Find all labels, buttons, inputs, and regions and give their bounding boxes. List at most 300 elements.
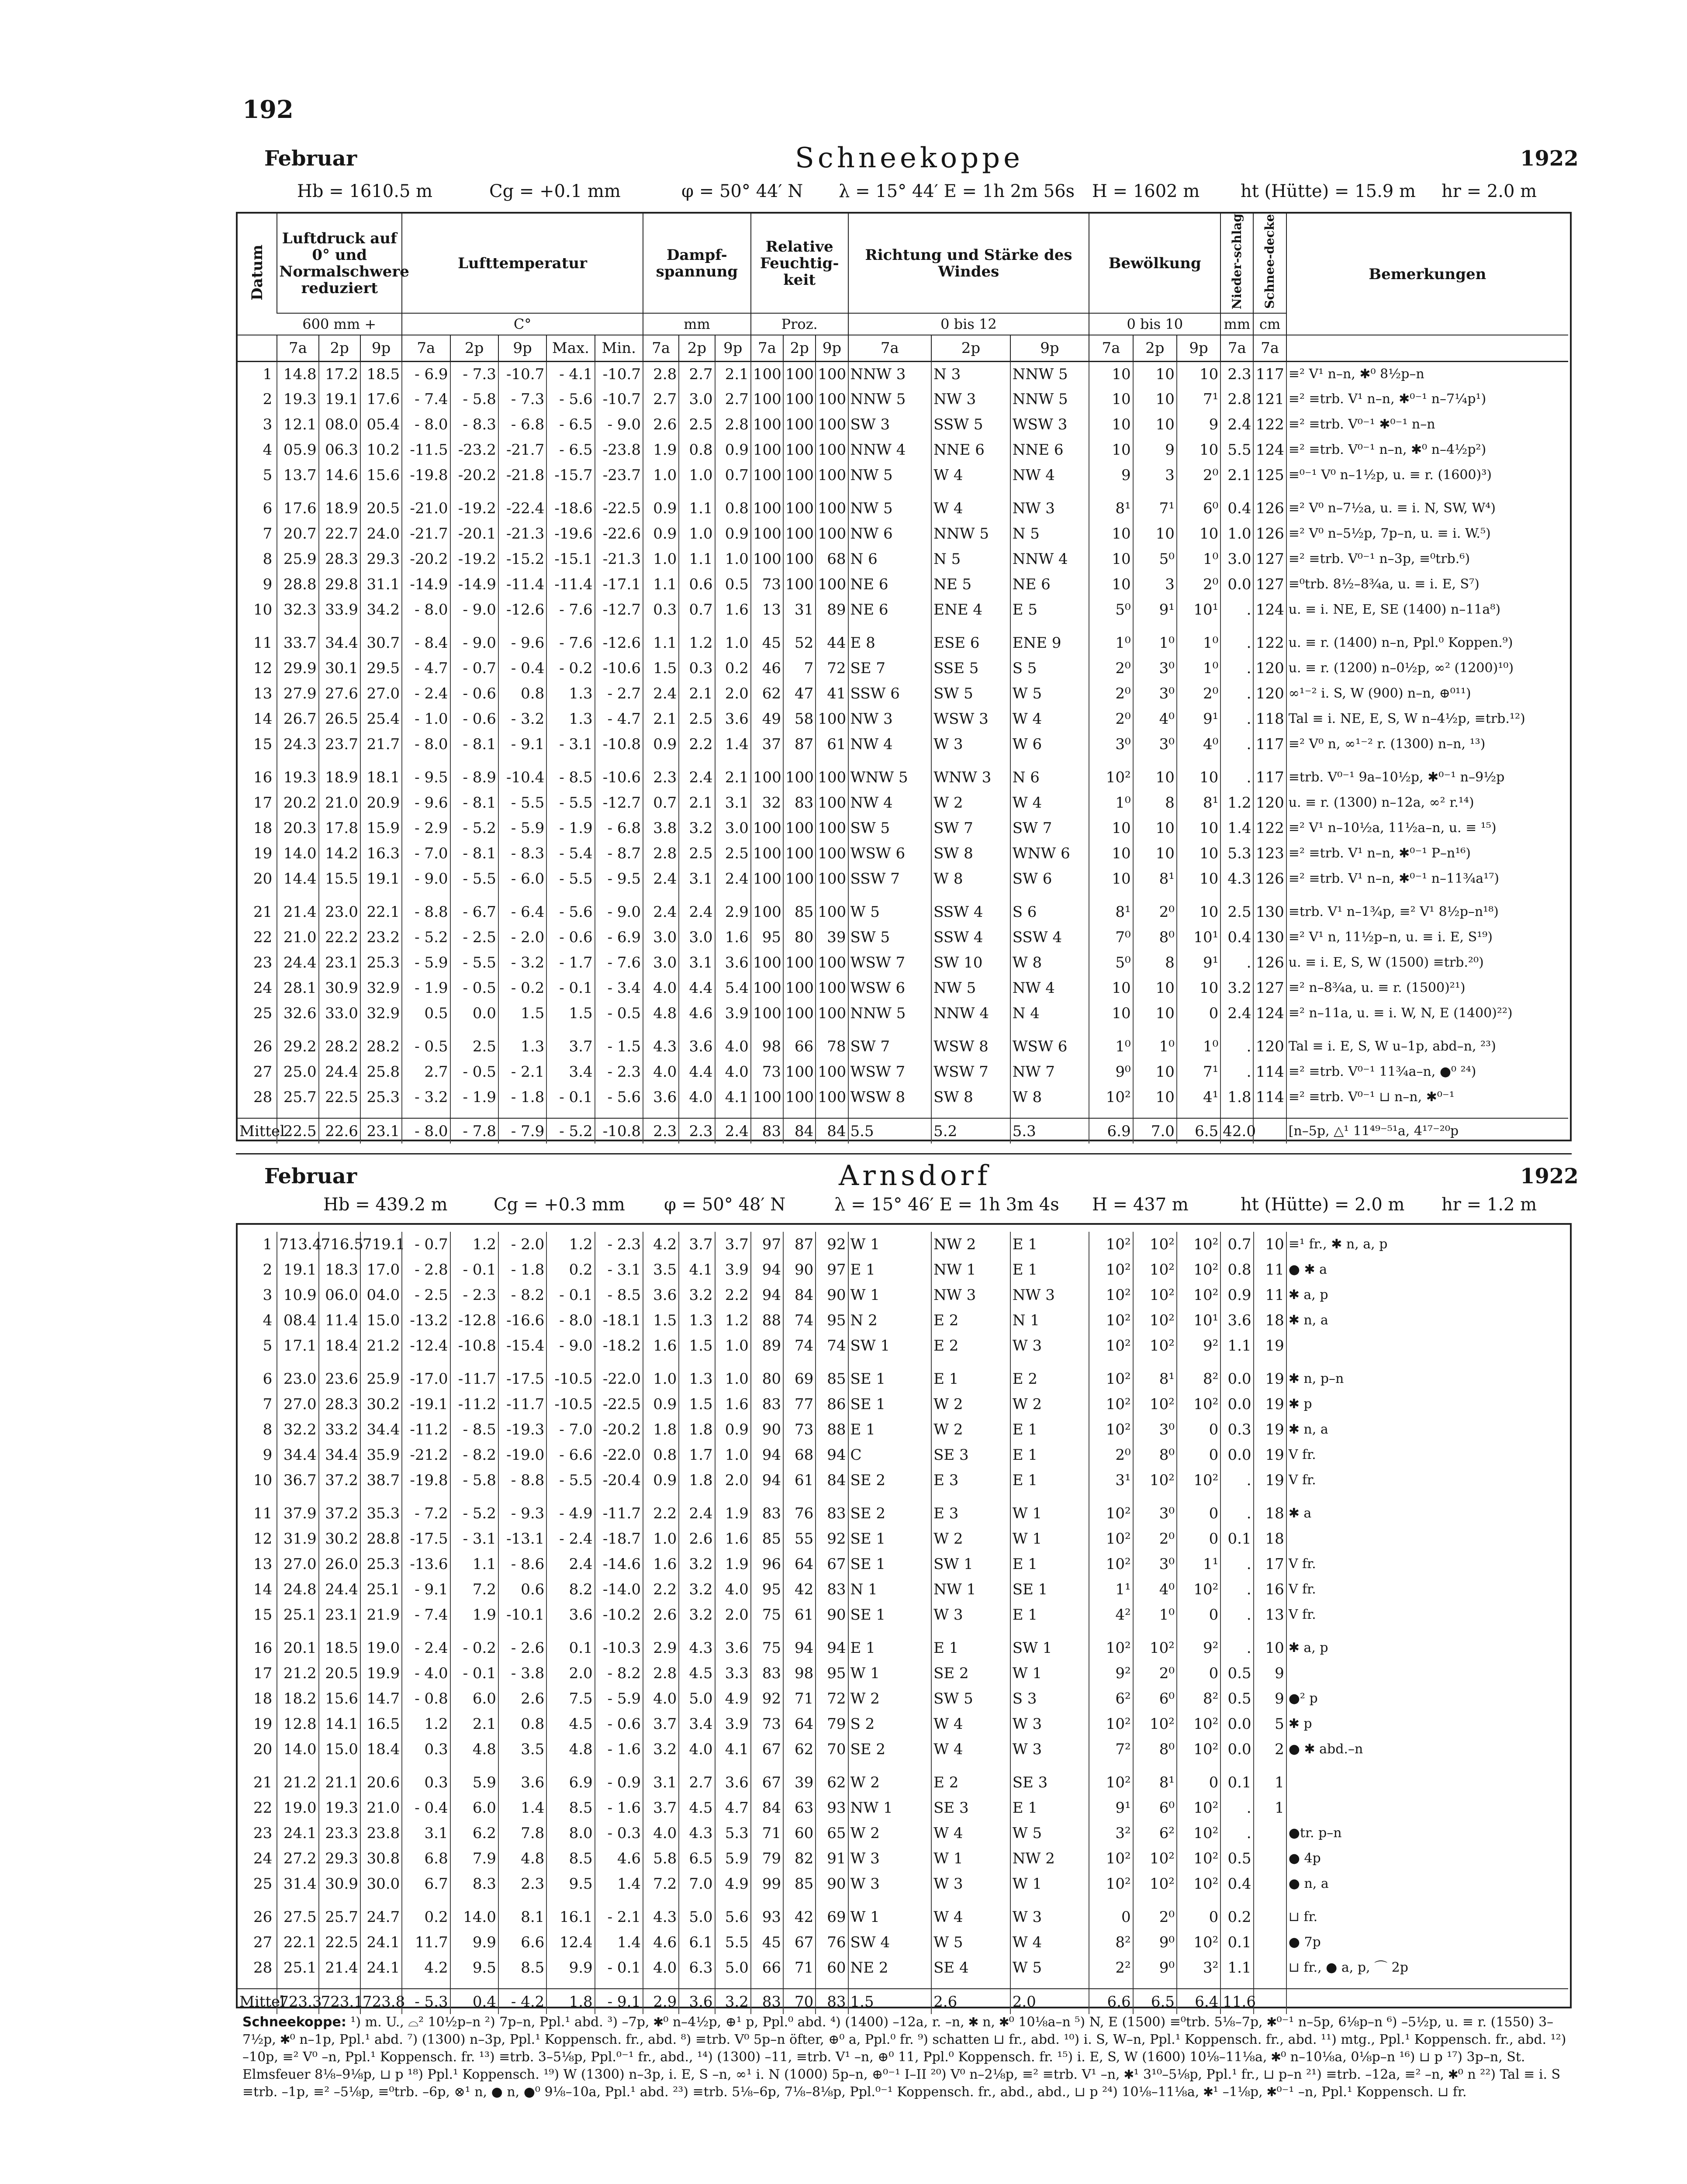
table-cell: 2.1 <box>715 765 751 790</box>
cell-date: 6 <box>263 500 273 518</box>
table-cell: 27.0 <box>360 681 402 706</box>
table-cell: 2⁰ <box>1089 681 1133 706</box>
table-cell: 1 <box>1254 1795 1286 1821</box>
table-cell: 0 <box>1089 1904 1133 1930</box>
table-cell: 4.5 <box>679 1661 715 1686</box>
table-cell: 3.2 <box>679 1602 715 1628</box>
table-cell: - 2.1 <box>595 1904 643 1930</box>
hour-min: Min. <box>595 335 643 361</box>
table-cell: - 0.5 <box>402 1034 450 1059</box>
table-cell: 2.1 <box>643 706 679 732</box>
table-cell: 64 <box>783 1711 816 1737</box>
table-cell: 6.9 <box>546 1770 595 1795</box>
gap-cell <box>783 1493 816 1501</box>
table-cell: -12.4 <box>402 1333 450 1358</box>
table-cell: W 5 <box>931 1930 1010 1955</box>
table-cell: - 8.2 <box>595 1661 643 1686</box>
table-cell: 94 <box>816 1442 848 1468</box>
table-cell: 6.5 <box>679 1846 715 1871</box>
table-cell: 7 <box>783 656 816 681</box>
table-cell: 19.1 <box>319 387 360 412</box>
gap-cell <box>1254 1762 1286 1770</box>
table-row <box>238 1602 1568 1628</box>
table-cell: - 8.1 <box>450 732 498 757</box>
table-cell: 30.2 <box>360 1392 402 1417</box>
table-cell: 23.1 <box>360 1118 402 1144</box>
footnotes <box>242 2014 1575 2101</box>
table-cell: 29.9 <box>277 656 318 681</box>
gap-cell <box>848 1493 932 1501</box>
table-cell: 10² <box>1133 1871 1177 1897</box>
table-row <box>238 1661 1568 1686</box>
table-cell: 21.9 <box>360 1602 402 1628</box>
table-cell: NW 3 <box>931 1282 1010 1308</box>
table-cell: 1.5 <box>546 1001 595 1026</box>
table-cell: 8.3 <box>450 1871 498 1897</box>
table-cell: 100 <box>783 387 816 412</box>
table-cell: 47 <box>783 681 816 706</box>
gap-cell <box>1010 1980 1089 1989</box>
table-cell: 10² <box>1089 1871 1133 1897</box>
table-cell: 4.8 <box>498 1846 546 1871</box>
table-cell: 100 <box>751 1085 783 1110</box>
table-cell: 1.2 <box>679 630 715 656</box>
table-cell: SW 5 <box>931 681 1010 706</box>
gap-cell <box>931 1493 1010 1501</box>
gap-cell <box>679 1628 715 1635</box>
table-cell: 2⁰ <box>1089 1442 1133 1468</box>
table-cell: 3.0 <box>679 387 715 412</box>
table-cell: 14.7 <box>360 1686 402 1711</box>
table-cell: 93 <box>816 1795 848 1821</box>
table-cell: 10² <box>1133 1308 1177 1333</box>
table-cell: 10² <box>1133 1282 1177 1308</box>
cell-remarks: ✱ a, p <box>1286 1635 1568 1661</box>
table-cell: 10 <box>1177 975 1220 1001</box>
table-cell: 10 <box>1254 1232 1286 1257</box>
table-cell: 10² <box>1133 1257 1177 1282</box>
table-cell: 9⁰ <box>1133 1930 1177 1955</box>
table-cell: 100 <box>783 950 816 975</box>
table-cell: 19.3 <box>319 1795 360 1821</box>
table-cell: 73 <box>751 1059 783 1085</box>
table-cell: - 8.0 <box>402 597 450 622</box>
gap-cell <box>595 622 643 630</box>
table-cell: ESE 6 <box>931 630 1010 656</box>
table-cell: -17.5 <box>402 1526 450 1552</box>
table-cell: 30.9 <box>319 1871 360 1897</box>
table-cell: NW 1 <box>931 1577 1010 1602</box>
table-cell: 1.8 <box>643 1417 679 1442</box>
table-cell: W 2 <box>931 1417 1010 1442</box>
param-cg: Cg = +0.1 mm <box>489 181 621 201</box>
table-cell: E 1 <box>1010 1602 1089 1628</box>
table-cell: 21.0 <box>360 1795 402 1821</box>
table-cell: 52 <box>783 630 816 656</box>
table-cell: 44 <box>816 630 848 656</box>
table-cell: 28.2 <box>319 1034 360 1059</box>
table-cell: 1.1 <box>679 496 715 521</box>
table-cell: 2.7 <box>679 361 715 387</box>
gap-cell <box>751 1026 783 1034</box>
table-cell: 130 <box>1253 899 1286 925</box>
table-cell <box>1254 1930 1286 1955</box>
table-cell: -10.5 <box>546 1392 595 1417</box>
table-cell: -18.6 <box>546 496 595 521</box>
table-cell: 4.0 <box>715 1577 751 1602</box>
gap-cell <box>498 1493 546 1501</box>
table-cell: 126 <box>1253 866 1286 892</box>
table-cell: 4.3 <box>1220 866 1253 892</box>
table-cell: 9² <box>1177 1333 1220 1358</box>
table-cell: 70 <box>783 1989 816 2014</box>
gap-cell <box>783 488 816 496</box>
table-cell: 60 <box>816 1955 848 1980</box>
table-cell: 28.1 <box>277 975 318 1001</box>
gap-cell <box>1177 1762 1220 1770</box>
table-cell: -10.7 <box>498 361 546 387</box>
table-cell: 1.3 <box>498 1034 546 1059</box>
gap-cell <box>1220 757 1253 765</box>
gap-cell <box>679 622 715 630</box>
cell-date: Mittel <box>239 1122 285 1140</box>
table-cell: 100 <box>816 387 848 412</box>
table-cell: 3.7 <box>679 1232 715 1257</box>
table-cell: 1.3 <box>546 681 595 706</box>
gap-cell <box>715 892 751 899</box>
table-cell: -10.6 <box>595 765 643 790</box>
footnote-text: ¹) m. U., ⌓² 10½p–n ²) 7p–n, Ppl.¹ abd. ³) –7p, ✱⁰ n–4½p, ⊕¹ p, Ppl.⁰ abd. ⁴) (1400) –12a, r. –n, ✱ n, ✱⁰ 10⅛a–n ⁵) N, E (1500) ≡⁰trb. 5⅛–7p, ✱⁰⁻¹ n–5p, 6⅛p–n ⁶) –5½p, u. ≡ r. (1550) 3–7½p, ✱⁰ n–1p, Ppl.¹ abd. ⁷) (1300) n–3p, Ppl.¹ Koppensch. fr., abd. ⁸) ≡trb. V⁰ 5p–n öfter, ⊕⁰ a, Ppl.⁰ fr. ⁹) schatten ⊔ fr., abd. ¹⁰) i. S, W–n, Ppl.¹ Koppensch. fr., abd. ¹¹) mtg., Ppl.¹ Koppensch. fr., abd. ¹²) –10p, ≡² V⁰ –n, Ppl.¹ Koppensch. fr. ¹³) ≡trb. 3–5⅛p, Ppl.⁰⁻¹ fr., abd., ¹⁴) (1300) –11, ≡trb. V¹ –n, ⊕⁰ 11, Ppl.⁰ Koppensch. fr. ¹⁵) i. E, S, W (1600) 10⅛–11⅛a, ✱⁰ n–10⅛a, 0⅛p–n ¹⁶) ⊔ p ¹⁷) 3p–n, St. Elmsfeuer 8⅛–9⅛p, ⊔ p ¹⁸) Ppl.¹ Koppensch. ¹⁹) W (1300) n–3p, i. E, S –n, ∞¹ i. N (1000) 5p–n, ⊕⁰⁻¹ I–II ²⁰) V⁰ n–2⅛p, ≡² ≡trb. V¹ –n, ✱¹ 3¹⁰–5⅛p, Ppl.¹ fr., ⊔ p–n ²¹) ≡trb. –12a, ≡² –n, ✱⁰ n ²²) Tal ≡ i. S ≡trb. –1p, ≡² –5⅛p, ≡⁰trb. –6p, ⊗¹ n, ● n, ●⁰ 9⅛–10a, Ppl.¹ abd. ²³) ≡trb. 5⅛–6p, 7⅛–8⅛p, Ppl.⁰⁻¹ Koppensch. fr., abd., abd., ⊔ p ²⁴) 10⅛–11⅛a, ✱¹ –1⅛p, ✱⁰⁻¹ –n, Ppl.¹ Koppensch. ⊔ fr. <box>242 2015 1566 2100</box>
table-cell: - 5.2 <box>546 1118 595 1144</box>
table-cell: NW 5 <box>848 463 932 488</box>
table-cell: 25.1 <box>277 1955 318 1980</box>
table-cell: -18.2 <box>595 1333 643 1358</box>
table-row <box>238 1930 1568 1955</box>
gap-cell <box>816 1358 848 1366</box>
table-cell: - 8.2 <box>450 1442 498 1468</box>
cell-date: 10 <box>253 1472 273 1489</box>
table-cell: 19.3 <box>277 765 318 790</box>
gap-cell <box>1286 757 1568 765</box>
table-cell: 90 <box>816 1282 848 1308</box>
gap-cell <box>751 622 783 630</box>
table-cell: 1.9 <box>715 1501 751 1526</box>
gap-cell <box>1220 1980 1253 1989</box>
gap-cell <box>319 1493 360 1501</box>
table-cell: 22.2 <box>319 925 360 950</box>
table-cell: 39 <box>816 925 848 950</box>
table-body-arnsdorf <box>238 1232 1568 2014</box>
table-cell: 1⁰ <box>1089 630 1133 656</box>
table-cell: 17.8 <box>319 816 360 841</box>
year-label-schneekoppe: 1922 <box>1520 146 1579 171</box>
gap-cell <box>715 622 751 630</box>
table-cell: 6.1 <box>679 1930 715 1955</box>
gap-cell <box>277 1762 318 1770</box>
table-cell: 3.9 <box>715 1711 751 1737</box>
page-number: 192 <box>242 95 294 124</box>
table-row <box>238 1770 1568 1795</box>
table-cell: 0.4 <box>1220 496 1253 521</box>
table-cell: 7¹ <box>1177 387 1220 412</box>
table-cell: 10¹ <box>1177 925 1220 950</box>
gap-cell <box>319 1026 360 1034</box>
table-cell: - 5.5 <box>546 866 595 892</box>
table-cell: 0.2 <box>715 656 751 681</box>
table-cell: 92 <box>816 1232 848 1257</box>
table-cell <box>1254 1955 1286 1980</box>
table-cell: -22.5 <box>595 1392 643 1417</box>
table-cell: 19 <box>1254 1366 1286 1392</box>
table-cell: 0.9 <box>715 1417 751 1442</box>
table-cell: - 8.5 <box>450 1417 498 1442</box>
table-cell: 23.6 <box>319 1366 360 1392</box>
cell-date: 5 <box>263 1337 273 1355</box>
table-cell: - 7.8 <box>450 1118 498 1144</box>
table-cell: 18.3 <box>319 1257 360 1282</box>
table-cell: WSW 3 <box>931 706 1010 732</box>
table-cell: - 0.9 <box>595 1770 643 1795</box>
table-cell: 6² <box>1133 1821 1177 1846</box>
gap-cell <box>1177 1358 1220 1366</box>
table-cell: 1.9 <box>643 437 679 463</box>
table-cell: 94 <box>751 1257 783 1282</box>
table-cell: 100 <box>751 765 783 790</box>
cell-date: 8 <box>263 550 273 568</box>
table-cell: SW 5 <box>848 925 932 950</box>
table-cell: 21.2 <box>277 1770 318 1795</box>
header-luftdruck: Luftdruck auf 0° und Normalschwere reduziert <box>277 214 402 313</box>
table-cell: 90 <box>751 1417 783 1442</box>
table-cell: N 1 <box>848 1577 932 1602</box>
table-cell: 94 <box>751 1282 783 1308</box>
table-row <box>238 1526 1568 1552</box>
table-cell: -21.3 <box>498 521 546 546</box>
table-cell: 1.0 <box>679 463 715 488</box>
row-gap <box>238 1762 1568 1770</box>
table-cell: 0.0 <box>1220 1392 1253 1417</box>
table-cell: -10.2 <box>595 1602 643 1628</box>
table-cell: 1.0 <box>643 463 679 488</box>
table-cell: 25.1 <box>360 1577 402 1602</box>
table-cell: 91 <box>816 1846 848 1871</box>
table-cell: - 9.0 <box>595 899 643 925</box>
table-cell: 3.7 <box>643 1795 679 1821</box>
gap-cell <box>1220 622 1253 630</box>
cell-date: 13 <box>253 685 273 703</box>
table-cell: 9¹ <box>1177 950 1220 975</box>
table-cell: 25.9 <box>277 546 318 572</box>
gap-cell <box>848 622 932 630</box>
table-cell: -10.4 <box>498 765 546 790</box>
table-cell: 100 <box>816 790 848 816</box>
table-cell: 21.0 <box>277 925 318 950</box>
gap-cell <box>402 757 450 765</box>
table-cell: 27.6 <box>319 681 360 706</box>
table-cell: 19.1 <box>277 1257 318 1282</box>
gap-cell <box>931 757 1010 765</box>
table-cell: - 6.9 <box>595 925 643 950</box>
table-cell: 100 <box>816 899 848 925</box>
table-cell: 35.3 <box>360 1501 402 1526</box>
table-cell: 33.7 <box>277 630 318 656</box>
table-cell: 3.0 <box>679 925 715 950</box>
table-cell: 100 <box>783 765 816 790</box>
table-cell: 1.8 <box>546 1989 595 2014</box>
gap-cell <box>319 1762 360 1770</box>
gap-cell <box>931 892 1010 899</box>
gap-cell <box>450 892 498 899</box>
table-cell: SW 7 <box>931 816 1010 841</box>
table-cell: 0.3 <box>643 597 679 622</box>
table-cell: 15.6 <box>319 1686 360 1711</box>
cell-remarks: V fr. <box>1286 1468 1568 1493</box>
table-cell: 10² <box>1177 1930 1220 1955</box>
table-cell: 4⁰ <box>1133 706 1177 732</box>
table-row <box>238 975 1568 1001</box>
cell-date: 21 <box>253 903 273 921</box>
cell-remarks: ≡trb. V⁰⁻¹ 9a–10½p, ✱⁰⁻¹ n–9½p <box>1286 765 1568 790</box>
gap-cell <box>931 488 1010 496</box>
table-row <box>238 1308 1568 1333</box>
table-cell <box>1254 1871 1286 1897</box>
table-cell: 84 <box>816 1118 848 1144</box>
gap-cell <box>1220 1358 1253 1366</box>
gap-cell <box>751 892 783 899</box>
row-gap <box>238 1026 1568 1034</box>
table-cell: 37 <box>751 732 783 757</box>
table-cell: 2.9 <box>643 1989 679 2014</box>
table-cell: W 2 <box>931 1392 1010 1417</box>
table-cell: 9¹ <box>1177 706 1220 732</box>
table-cell: 10² <box>1089 1392 1133 1417</box>
gap-cell <box>450 1110 498 1118</box>
gap-cell <box>848 892 932 899</box>
table-cell: - 3.1 <box>595 1257 643 1282</box>
param-hb: Hb = 1610.5 m <box>297 181 433 201</box>
table-cell: 16.3 <box>360 841 402 866</box>
table-cell: 42 <box>783 1904 816 1930</box>
table-cell: 3⁰ <box>1133 732 1177 757</box>
table-cell: SSW 4 <box>1010 925 1089 950</box>
gap-cell <box>848 1358 932 1366</box>
table-cell: 22.1 <box>360 899 402 925</box>
table-cell: 15.9 <box>360 816 402 841</box>
gap-cell <box>498 488 546 496</box>
gap-cell <box>1010 1762 1089 1770</box>
table-cell: NNW 5 <box>1010 387 1089 412</box>
table-cell: 90 <box>816 1602 848 1628</box>
table-cell: 18.4 <box>360 1737 402 1762</box>
table-cell: 100 <box>783 412 816 437</box>
cell-date: 3 <box>263 416 273 434</box>
table-cell: SSE 5 <box>931 656 1010 681</box>
table-cell: 100 <box>783 1001 816 1026</box>
table-row <box>238 1001 1568 1026</box>
cell-remarks: u. ≡ i. NE, E, SE (1400) n–11a⁸) <box>1286 597 1568 622</box>
table-cell: 68 <box>816 546 848 572</box>
table-cell: - 8.4 <box>402 630 450 656</box>
table-cell: 8² <box>1089 1930 1133 1955</box>
hour-2p: 2p <box>319 335 360 361</box>
table-cell: 2.7 <box>402 1059 450 1085</box>
gap-cell <box>1220 1493 1253 1501</box>
gap-cell <box>402 1493 450 1501</box>
table-cell: 22.5 <box>319 1085 360 1110</box>
table-cell: 31.9 <box>277 1526 318 1552</box>
table-cell: 121 <box>1253 387 1286 412</box>
table-cell: 1.6 <box>715 597 751 622</box>
table-cell: SE 1 <box>848 1526 932 1552</box>
table-cell: -20.2 <box>595 1417 643 1442</box>
table-cell: N 3 <box>931 361 1010 387</box>
table-cell: 120 <box>1253 1034 1286 1059</box>
gap-cell <box>931 1980 1010 1989</box>
gap-cell <box>751 1493 783 1501</box>
table-row <box>238 521 1568 546</box>
table-cell: 122 <box>1253 412 1286 437</box>
gap-cell <box>715 1762 751 1770</box>
table-cell: 120 <box>1253 790 1286 816</box>
gap-cell <box>238 1358 277 1366</box>
cell-date: 10 <box>253 601 273 619</box>
gap-cell <box>1253 757 1286 765</box>
table-cell: 78 <box>816 1034 848 1059</box>
gap-cell <box>783 622 816 630</box>
gap-cell <box>1133 1358 1177 1366</box>
table-cell: 83 <box>751 1501 783 1526</box>
table-cell: - 7.6 <box>546 630 595 656</box>
table-cell: 45 <box>751 1930 783 1955</box>
table-cell: 1¹ <box>1177 1552 1220 1577</box>
table-cell: 22.7 <box>319 521 360 546</box>
table-cell: - 7.4 <box>402 387 450 412</box>
gap-cell <box>238 757 277 765</box>
table-cell: 33.2 <box>319 1417 360 1442</box>
table-cell: 1⁰ <box>1177 630 1220 656</box>
table-cell: NW 6 <box>848 521 932 546</box>
table-cell: 87 <box>783 1232 816 1257</box>
table-cell: 2.9 <box>715 899 751 925</box>
table-cell: 0.7 <box>1220 1232 1253 1257</box>
table-cell: 1⁰ <box>1089 790 1133 816</box>
table-cell: - 8.5 <box>546 765 595 790</box>
table-cell: 10.9 <box>277 1282 318 1308</box>
table-cell: -15.4 <box>498 1333 546 1358</box>
table-cell: 19 <box>1254 1417 1286 1442</box>
table-row <box>238 1059 1568 1085</box>
table-cell: 1.5 <box>679 1333 715 1358</box>
cell-remarks <box>1286 1526 1568 1552</box>
table-cell: - 2.4 <box>402 681 450 706</box>
table-cell: 7.8 <box>498 1821 546 1846</box>
table-cell: 9 <box>1133 437 1177 463</box>
gap-cell <box>643 1628 679 1635</box>
table-cell: 24.1 <box>360 1955 402 1980</box>
table-cell: 2.0 <box>1010 1989 1089 2014</box>
gap-cell <box>360 892 402 899</box>
gap-cell <box>277 488 318 496</box>
table-cell: 6.5 <box>1133 1989 1177 2014</box>
table-row <box>238 437 1568 463</box>
table-cell: 0.9 <box>643 496 679 521</box>
table-cell: 3.6 <box>643 1085 679 1110</box>
gap-cell <box>1010 1897 1089 1904</box>
table-cell: 100 <box>816 437 848 463</box>
param-hr: hr = 1.2 m <box>1442 1195 1537 1215</box>
header-lufttemperatur: Lufttemperatur <box>402 214 643 313</box>
table-cell: 4.9 <box>715 1871 751 1897</box>
